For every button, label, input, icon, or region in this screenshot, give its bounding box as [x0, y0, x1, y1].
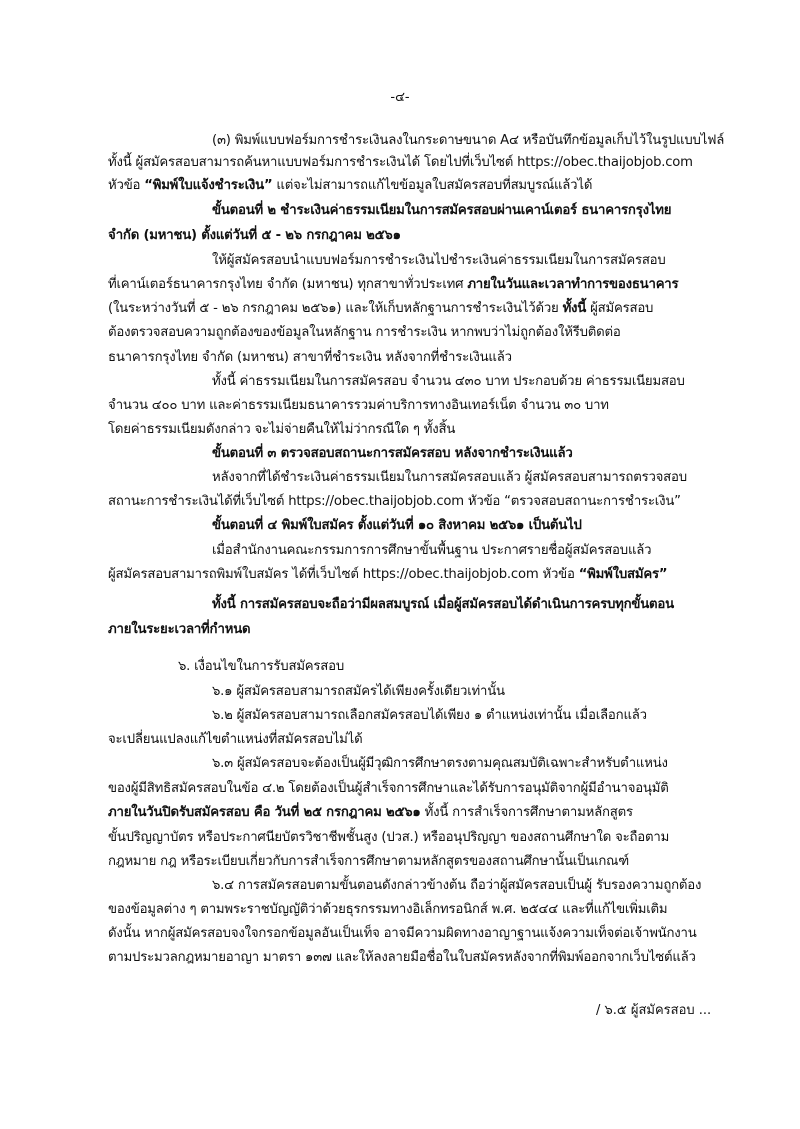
item-3-line-1: (๓) พิมพ์แบบฟอร์มการชำระเงินลงในกระดาษขนาด A๔ หรือบันทึกข้อมูลเก็บไว้ในรูปแบบไฟล์	[212, 133, 725, 148]
completion-line-2: ภายในระยะเวลาที่กำหนด	[108, 622, 251, 637]
item-6-4-line-4: ตามประมวลกฎหมายอาญา มาตรา ๑๓๗ และให้ลงลายมือชื่อในใบสมัครหลังจากที่พิมพ์ออกจากเว็บไซต์แล้ว	[108, 950, 696, 965]
text: (ในระหว่างวันที่ ๕ - ๒๖ กรกฎาคม ๒๕๖๑) และให้เก็บหลักฐานการชำระเงินไว้ด้วย	[108, 301, 563, 316]
item-6-2-line-1: ๖.๒ ผู้สมัครสอบสามารถเลือกสมัครสอบได้เพียง ๑ ตำแหน่งเท่านั้น เมื่อเลือกแล้ว	[212, 708, 647, 723]
step-2-heading: ขั้นตอนที่ ๒ ชำระเงินค่าธรรมเนียมในการสมัครสอบผ่านเคาน์เตอร์ ธนาคารกรุงไทย	[212, 203, 672, 218]
item-6-2-line-2: จะเปลี่ยนแปลงแก้ไขตำแหน่งที่สมัครสอบไม่ได้	[108, 732, 363, 747]
step-4-line-2	[108, 565, 748, 585]
deadline-emphasis: ภายในวันปิดรับสมัครสอบ คือ วันที่ ๒๕ กรกฎาคม ๒๕๖๑	[108, 805, 421, 820]
step-4-heading: ขั้นตอนที่ ๔ พิมพ์ใบสมัคร ตั้งแต่วันที่ ๑๐ สิงหาคม ๒๕๖๑ เป็นต้นไป	[212, 518, 582, 533]
item-6-4-line-2: ของข้อมูลต่าง ๆ ตามพระราชบัญญัติว่าด้วยธุรกรรมทางอิเล็กทรอนิกส์ พ.ศ. ๒๕๔๔ และที่แก้ไขเพิ่มเติม	[108, 902, 668, 917]
print-application-label: “พิมพ์ใบสมัคร”	[578, 567, 668, 582]
print-payment-slip-label: “พิมพ์ใบแจ้งชำระเงิน”	[144, 178, 273, 193]
item-3-line-2: ทั้งนี้ ผู้สมัครสอบสามารถค้นหาแบบฟอร์มการชำระเงินได้ โดยไปที่เว็บไซต์ https://obec.thaijobjob.com	[108, 155, 693, 170]
item-6-3-line-2: ของผู้มีสิทธิสมัครสอบในข้อ ๔.๒ โดยต้องเป็นผู้สำเร็จการศึกษาและได้รับการอนุมัติจากผู้มีอำนาจอนุมัติ	[108, 781, 669, 796]
step-2-line-4: ต้องตรวจสอบความถูกต้องของข้อมูลในหลักฐาน การชำระเงิน หากพบว่าไม่ถูกต้องให้รีบติดต่อ	[108, 325, 621, 340]
emphasis: ทั้งนี้	[562, 301, 587, 316]
bank-hours-emphasis: ภายในวันและเวลาทำการของธนาคาร	[467, 277, 679, 292]
step-2-heading-cont: จำกัด (มหาชน) ตั้งแต่วันที่ ๕ - ๒๖ กรกฎาคม ๒๕๖๑	[108, 228, 401, 243]
step-2-line-2	[108, 275, 748, 295]
text: ผู้สมัครสอบสามารถพิมพ์ใบสมัคร ได้ที่เว็บไซต์ https://obec.thaijobjob.com หัวข้อ	[108, 567, 579, 582]
step-2-line-5: ธนาคารกรุงไทย จำกัด (มหาชน) สาขาที่ชำระเงิน หลังจากที่ชำระเงินแล้ว	[108, 350, 512, 365]
text: ที่เคาน์เตอร์ธนาคารกรุงไทย จำกัด (มหาชน) ทุกสาขาทั่วประเทศ	[108, 277, 468, 292]
item-6-1: ๖.๑ ผู้สมัครสอบสามารถสมัครได้เพียงครั้งเดียวเท่านั้น	[212, 684, 505, 699]
text: หัวข้อ	[108, 178, 145, 193]
item-6-3-line-1: ๖.๓ ผู้สมัครสอบจะต้องเป็นผู้มีวุฒิการศึกษาตรงตามคุณสมบัติเฉพาะสำหรับตำแหน่ง	[212, 756, 668, 771]
fee-line-3: โดยค่าธรรมเนียมดังกล่าว จะไม่จ่ายคืนให้ไม่ว่ากรณีใด ๆ ทั้งสิ้น	[108, 422, 456, 437]
fee-line-2: จำนวน ๔๐๐ บาท และค่าธรรมเนียมธนาคารรวมค่าบริการทางอินเทอร์เน็ต จำนวน ๓๐ บาท	[108, 398, 609, 413]
item-6-4-line-1: ๖.๔ การสมัครสอบตามขั้นตอนดังกล่าวข้างต้น ถือว่าผู้สมัครสอบเป็นผู้ รับรองความถูกต้อง	[212, 878, 702, 893]
section-6-heading: ๖. เงื่อนไขในการรับสมัครสอบ	[178, 659, 345, 674]
item-6-4-line-3: ดังนั้น หากผู้สมัครสอบจงใจกรอกข้อมูลอันเป็นเท็จ อาจมีความผิดทางอาญาฐานแจ้งความเท็จต่อเจ้าพนักงาน	[108, 926, 697, 941]
item-6-3-line-3	[108, 803, 748, 823]
text: ทั้งนี้ การสำเร็จการศึกษาตามหลักสูตร	[420, 805, 633, 820]
text: แต่จะไม่สามารถแก้ไขข้อมูลใบสมัครสอบที่สมบูรณ์แล้วได้	[272, 178, 593, 193]
item-3-line-3	[108, 176, 748, 196]
continuation-note: / ๖.๕ ผู้สมัครสอบ ...	[596, 1003, 712, 1018]
step-3-line-2: สถานะการชำระเงินได้ที่เว็บไซต์ https://obec.thaijobjob.com หัวข้อ “ตรวจสอบสถานะการชำระเงิน”	[108, 494, 681, 509]
fee-line-1: ทั้งนี้ ค่าธรรมเนียมในการสมัครสอบ จำนวน ๔๓๐ บาท ประกอบด้วย ค่าธรรมเนียมสอบ	[212, 374, 685, 389]
item-6-3-line-5: กฎหมาย กฎ หรือระเบียบเกี่ยวกับการสำเร็จการศึกษาตามหลักสูตรของสถานศึกษานั้นเป็นเกณฑ์	[108, 854, 629, 869]
step-2-line-1: ให้ผู้สมัครสอบนำแบบฟอร์มการชำระเงินไปชำระเงินค่าธรรมเนียมในการสมัครสอบ	[212, 253, 666, 268]
step-2-line-3	[108, 299, 748, 319]
completion-line-1: ทั้งนี้ การสมัครสอบจะถือว่ามีผลสมบูรณ์ เมื่อผู้สมัครสอบได้ดำเนินการครบทุกขั้นตอน	[212, 597, 674, 612]
step-3-line-1: หลังจากที่ได้ชำระเงินค่าธรรมเนียมในการสมัครสอบแล้ว ผู้สมัครสอบสามารถตรวจสอบ	[212, 470, 687, 485]
page-number: -๔-	[390, 90, 410, 105]
item-6-3-line-4: ขั้นปริญญาบัตร หรือประกาศนียบัตรวิชาชีพชั้นสูง (ปวส.) หรืออนุปริญญา ของสถานศึกษาใด จะถือตาม	[108, 830, 670, 845]
step-3-heading: ขั้นตอนที่ ๓ ตรวจสอบสถานะการสมัครสอบ หลังจากชำระเงินแล้ว	[212, 446, 573, 461]
text: ผู้สมัครสอบ	[586, 301, 654, 316]
step-4-line-1: เมื่อสำนักงานคณะกรรมการการศึกษาขั้นพื้นฐาน ประกาศรายชื่อผู้สมัครสอบแล้ว	[212, 543, 652, 558]
